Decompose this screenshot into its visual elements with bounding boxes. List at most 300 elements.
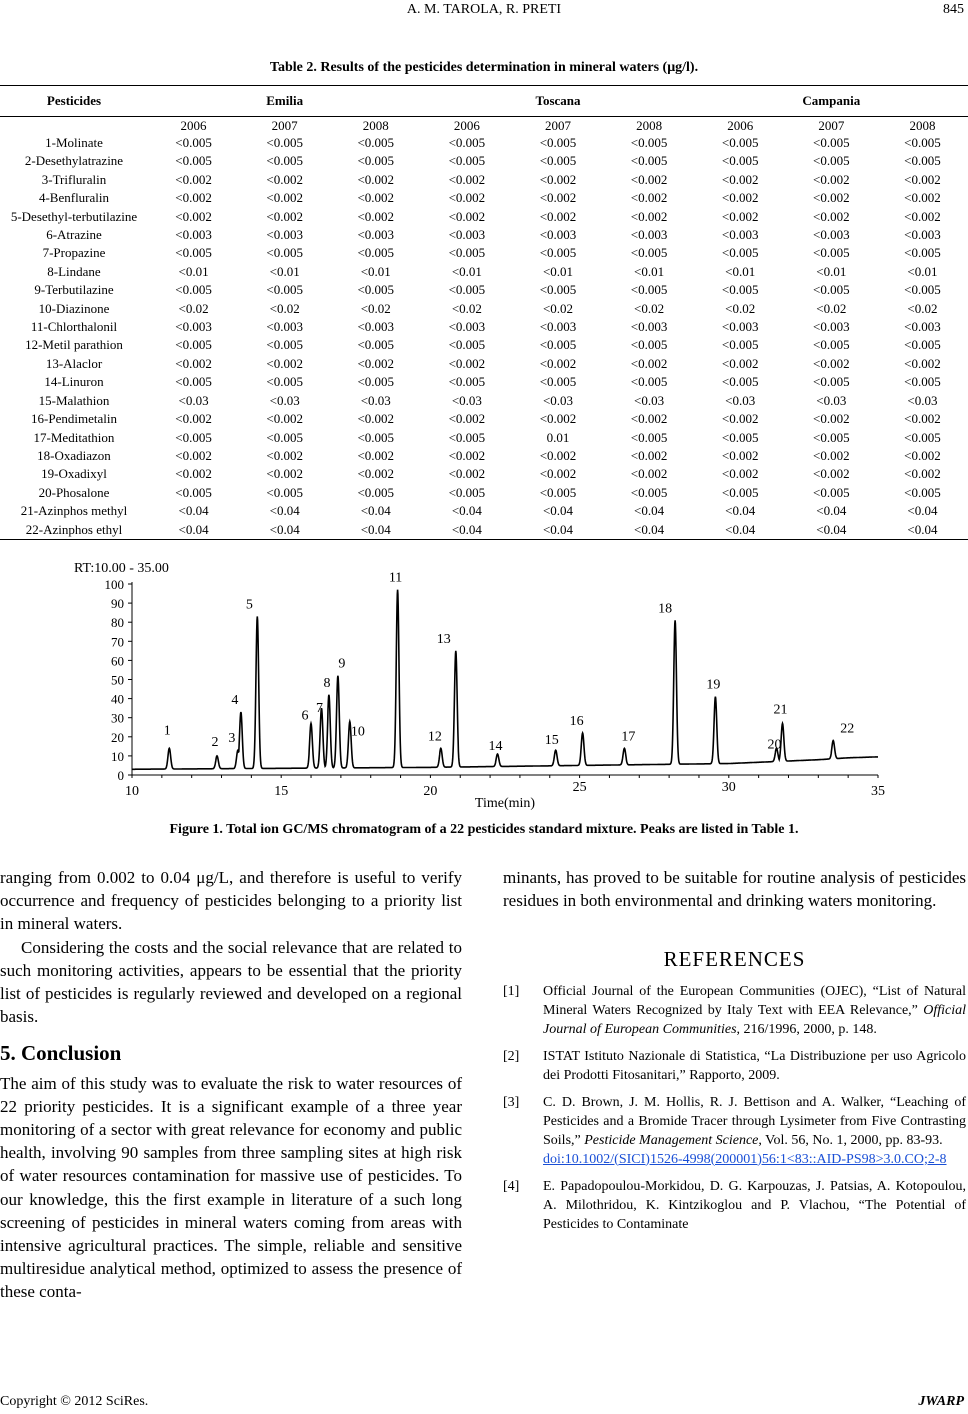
value-cell: <0.04 xyxy=(148,521,239,540)
value-cell: <0.005 xyxy=(630,484,668,500)
value-cell: <0.003 xyxy=(357,227,395,243)
value-cell: <0.005 xyxy=(448,282,486,298)
value-cell: <0.005 xyxy=(266,153,303,169)
reference-body: C. D. Brown, J. M. Hollis, R. J. Bettison and A. Walker, “Leaching of Pesticides and a Bromide Tracer through Lysimeter from Five Contrasting Soils,” xyxy=(543,1094,966,1148)
value-cell: <0.005 xyxy=(813,245,850,261)
value-cell: <0.002 xyxy=(904,447,941,463)
value-cell: <0.005 xyxy=(721,245,759,261)
value-cell: <0.002 xyxy=(813,355,850,371)
value-cell: <0.003 xyxy=(630,227,668,243)
value-cell: <0.005 xyxy=(266,484,303,500)
value-cell: <0.03 xyxy=(907,392,938,408)
chart-title: RT:10.00 - 35.00 xyxy=(74,561,169,576)
value-cell: <0.002 xyxy=(448,447,486,463)
value-cell: <0.002 xyxy=(448,466,486,482)
value-cell: <0.005 xyxy=(630,282,668,298)
value-cell: <0.01 xyxy=(634,263,665,279)
value-cell: <0.005 xyxy=(266,429,303,445)
value-cell: <0.005 xyxy=(721,153,759,169)
figure-caption: Figure 1. Total ion GC/MS chromatogram of a 22 pesticides standard mixture. Peaks are listed in Table 1. xyxy=(169,822,799,837)
year-cell: 2008 xyxy=(636,118,663,133)
value-cell: <0.002 xyxy=(175,171,212,187)
value-cell: <0.04 xyxy=(816,503,847,519)
value-cell: <0.04 xyxy=(330,521,421,540)
value-cell: <0.005 xyxy=(539,245,577,261)
peak-label: 17 xyxy=(621,729,636,745)
value-cell: <0.005 xyxy=(630,135,668,150)
value-cell: <0.005 xyxy=(539,135,577,150)
reference-text xyxy=(543,1047,966,1085)
value-cell: <0.003 xyxy=(266,227,303,243)
value-cell: <0.005 xyxy=(904,245,941,261)
peak-label: 19 xyxy=(706,677,721,693)
value-cell: <0.04 xyxy=(634,503,665,519)
value-cell: <0.01 xyxy=(269,263,300,279)
pesticide-name: 2-Desethylatrazine xyxy=(24,153,124,169)
value-cell: <0.002 xyxy=(175,355,212,371)
reference-number: [1] xyxy=(503,983,520,999)
x-tick-label: 15 xyxy=(274,784,289,799)
reference-item xyxy=(503,982,966,1039)
right-column xyxy=(503,866,966,1242)
peak-label: 10 xyxy=(350,724,365,740)
value-cell: <0.005 xyxy=(539,484,577,500)
value-cell: <0.04 xyxy=(178,503,209,519)
value-cell: <0.002 xyxy=(539,190,577,206)
pesticide-name: 22-Azinphos ethyl xyxy=(0,521,148,540)
value-cell: <0.002 xyxy=(266,466,303,482)
table-row xyxy=(0,521,968,540)
peak-label: 12 xyxy=(427,729,442,745)
x-axis-label: Time(min) xyxy=(474,796,536,811)
value-cell: <0.003 xyxy=(813,319,850,335)
value-cell: <0.002 xyxy=(630,190,668,206)
peak-label: 8 xyxy=(323,675,331,691)
value-cell: <0.003 xyxy=(721,227,759,243)
pesticide-name: 15-Malathion xyxy=(38,392,110,408)
value-cell: <0.002 xyxy=(266,355,303,371)
pesticide-name: 5-Desethyl-terbutilazine xyxy=(10,208,138,224)
value-cell: <0.002 xyxy=(175,411,212,427)
value-cell: <0.002 xyxy=(175,190,212,206)
x-tick-label: 10 xyxy=(125,784,139,799)
value-cell: <0.002 xyxy=(357,447,395,463)
table-row xyxy=(0,429,968,447)
value-cell: <0.005 xyxy=(266,245,303,261)
paragraph-1: ranging from 0.002 to 0.04 μg/L, and therefore is useful to verify occurrence and frequency of pesticides belonging to a priority list in mineral waters. xyxy=(0,868,462,934)
pesticide-name: 13-Alaclor xyxy=(45,355,103,371)
value-cell: <0.04 xyxy=(604,521,695,540)
value-cell: <0.003 xyxy=(721,319,759,335)
value-cell: <0.005 xyxy=(904,374,941,390)
value-cell: <0.005 xyxy=(813,484,850,500)
peak-label: 13 xyxy=(436,631,451,647)
value-cell: <0.005 xyxy=(813,374,850,390)
value-cell: <0.02 xyxy=(178,300,209,316)
value-cell: <0.03 xyxy=(634,392,665,408)
reference-body: ISTAT Istituto Nazionale di Statistica, “La Distribuzione per uso Agricolo dei Prodotti Fitosanitari,” Rapporto, 2009. xyxy=(543,1048,966,1083)
value-cell: <0.005 xyxy=(539,282,577,298)
year-cell: 2006 xyxy=(180,118,207,133)
value-cell: <0.003 xyxy=(266,319,303,335)
year-cell: 2008 xyxy=(362,118,389,133)
value-cell: <0.002 xyxy=(721,466,759,482)
peak-label: 1 xyxy=(163,723,171,739)
pesticide-name: 4-Benfluralin xyxy=(38,190,110,206)
value-cell: <0.005 xyxy=(175,429,212,445)
value-cell: <0.005 xyxy=(266,282,303,298)
y-tick-label: 0 xyxy=(117,768,124,783)
peak-label: 3 xyxy=(228,731,236,747)
value-cell: <0.005 xyxy=(448,484,486,500)
table-row xyxy=(0,502,968,520)
header-pesticides: Pesticides xyxy=(0,86,148,117)
value-cell: <0.002 xyxy=(266,171,303,187)
value-cell: <0.01 xyxy=(907,263,938,279)
value-cell: <0.002 xyxy=(904,190,941,206)
value-cell: <0.003 xyxy=(904,227,941,243)
value-cell: <0.005 xyxy=(904,282,941,298)
value-cell: <0.002 xyxy=(630,171,668,187)
value-cell: <0.005 xyxy=(357,153,395,169)
value-cell: <0.002 xyxy=(630,447,668,463)
y-tick-label: 100 xyxy=(104,577,124,592)
value-cell: <0.002 xyxy=(539,208,577,224)
reference-list xyxy=(503,982,966,1234)
pesticide-name: 10-Diazinone xyxy=(38,300,110,316)
value-cell: <0.005 xyxy=(357,374,395,390)
pesticide-name: 8-Lindane xyxy=(47,263,101,279)
year-cell: 2007 xyxy=(271,118,298,133)
reference-rest: , 216/1996, 2000, p. 148. xyxy=(736,1021,877,1037)
value-cell: <0.002 xyxy=(539,355,577,371)
value-cell: <0.002 xyxy=(813,190,850,206)
value-cell: <0.002 xyxy=(448,190,486,206)
value-cell: <0.005 xyxy=(904,484,941,500)
value-cell: <0.003 xyxy=(448,227,486,243)
value-cell: <0.003 xyxy=(904,319,941,335)
pesticide-name: 14-Linuron xyxy=(44,374,104,390)
peak-label: 6 xyxy=(301,708,309,724)
table-row xyxy=(0,465,968,483)
value-cell: <0.005 xyxy=(904,337,941,353)
x-tick-label: 25 xyxy=(572,780,587,795)
year-cell: 2007 xyxy=(818,118,845,133)
value-cell: <0.002 xyxy=(266,411,303,427)
peak-label: 14 xyxy=(488,738,503,754)
table-row xyxy=(0,226,968,244)
pesticide-name: 7-Propazine xyxy=(42,245,106,261)
value-cell: <0.003 xyxy=(813,227,850,243)
value-cell: <0.01 xyxy=(542,263,574,279)
reference-doi-link[interactable]: doi:10.1002/(SICI)1526-4998(200001)56:1<83::AID-PS98>3.0.CO;2-8 xyxy=(543,1151,947,1167)
value-cell: <0.002 xyxy=(266,208,303,224)
header-emilia: Emilia xyxy=(148,86,421,117)
value-cell: <0.03 xyxy=(360,392,391,408)
results-table xyxy=(0,85,968,540)
pesticide-name: 12-Metil parathion xyxy=(25,337,123,353)
value-cell: <0.005 xyxy=(721,429,759,445)
value-cell: <0.04 xyxy=(512,521,603,540)
value-cell: <0.002 xyxy=(904,411,941,427)
value-cell: <0.002 xyxy=(357,466,395,482)
x-tick-label: 20 xyxy=(423,784,438,799)
peak-label: 4 xyxy=(231,692,239,708)
paragraph-3: The aim of this study was to evaluate the risk to water resources of 22 priority pesticides. It is a significant example of a three year monitoring of a sector with great relevance for economy and public health, involving 90 samples from three sampling sites at high risk of water resources contamination for massive use of pesticides. To our knowledge, this the first example in literature of a such long screening of pesticides in mineral waters coming from areas with intensive agricultural practices. The simple, reliable and sensitive multiresidue analytical method, optimized to assess the presence of these conta- xyxy=(0,1073,462,1302)
value-cell: <0.005 xyxy=(813,282,850,298)
value-cell: <0.003 xyxy=(357,319,395,335)
value-cell: <0.003 xyxy=(175,227,212,243)
pesticide-name: 18-Oxadiazon xyxy=(37,447,111,463)
value-cell: <0.003 xyxy=(175,319,212,335)
value-cell: <0.005 xyxy=(630,337,668,353)
value-cell: <0.002 xyxy=(266,190,303,206)
reference-text xyxy=(543,982,966,1039)
value-cell: <0.02 xyxy=(542,300,574,316)
table-row xyxy=(0,447,968,465)
value-cell: <0.002 xyxy=(448,208,486,224)
value-cell: <0.005 xyxy=(904,135,941,150)
value-cell: <0.003 xyxy=(539,227,577,243)
y-tick-label: 10 xyxy=(111,748,124,764)
value-cell: <0.005 xyxy=(813,337,850,353)
value-cell: <0.04 xyxy=(907,503,938,519)
x-tick-label: 35 xyxy=(871,784,885,799)
value-cell: <0.005 xyxy=(448,153,486,169)
value-cell: <0.002 xyxy=(630,208,668,224)
value-cell: <0.002 xyxy=(539,171,577,187)
table-row xyxy=(0,244,968,262)
y-tick-label: 20 xyxy=(111,729,124,745)
reference-journal: Official Journal of European Communities xyxy=(543,1002,967,1037)
reference-item xyxy=(503,1047,966,1085)
chromatogram-trace xyxy=(132,590,878,770)
reference-text xyxy=(543,1177,966,1234)
value-cell: <0.005 xyxy=(630,153,668,169)
value-cell: <0.005 xyxy=(813,429,850,445)
value-cell: <0.005 xyxy=(175,374,212,390)
value-cell: <0.04 xyxy=(695,521,786,540)
table-body xyxy=(0,117,968,540)
value-cell: <0.002 xyxy=(539,411,577,427)
value-cell: <0.005 xyxy=(721,374,759,390)
value-cell: <0.04 xyxy=(542,503,574,519)
value-cell: <0.005 xyxy=(175,153,212,169)
table-header-row xyxy=(0,86,968,117)
paragraph-4: minants, has proved to be suitable for routine analysis of pesticides residues in both environmental and drinking waters monitoring. xyxy=(503,868,966,911)
paragraph-2: Considering the costs and the social relevance that are related to such monitoring activities, appears to be essential that the priority list of pesticides is regularly reviewed and developed on a regional basis. xyxy=(0,937,462,1027)
peak-label: 7 xyxy=(315,701,323,717)
pesticide-name: 11-Chlorthalonil xyxy=(30,319,118,335)
reference-text xyxy=(543,1093,966,1169)
header-toscana: Toscana xyxy=(421,86,694,117)
value-cell: <0.002 xyxy=(904,208,941,224)
reference-number: [4] xyxy=(503,1178,520,1194)
reference-rest: , Vol. 56, No. 1, 2000, pp. 83-93. xyxy=(758,1132,943,1148)
y-tick-label: 90 xyxy=(111,596,124,612)
value-cell: <0.005 xyxy=(721,337,759,353)
value-cell: <0.003 xyxy=(539,319,577,335)
year-cell: 2006 xyxy=(453,118,480,133)
value-cell: <0.002 xyxy=(721,208,759,224)
value-cell: <0.005 xyxy=(448,135,486,150)
value-cell: <0.005 xyxy=(813,135,850,150)
value-cell: <0.005 xyxy=(266,135,303,150)
footer-journal: JWARP xyxy=(918,1394,964,1409)
value-cell: <0.002 xyxy=(630,355,668,371)
y-tick-label: 80 xyxy=(111,615,124,631)
peak-label: 20 xyxy=(767,737,782,753)
value-cell: <0.02 xyxy=(451,300,482,316)
value-cell: <0.02 xyxy=(725,300,756,316)
pesticide-name: 19-Oxadixyl xyxy=(41,466,107,482)
y-tick-label: 30 xyxy=(111,710,124,726)
value-cell: <0.002 xyxy=(904,355,941,371)
table-row xyxy=(0,484,968,502)
reference-item xyxy=(503,1093,966,1169)
value-cell: 0.01 xyxy=(546,429,570,445)
table-row xyxy=(0,189,968,207)
value-cell: <0.005 xyxy=(630,374,668,390)
table-row xyxy=(0,410,968,428)
value-cell: <0.02 xyxy=(360,300,391,316)
reference-journal: Pesticide Management Science xyxy=(584,1132,759,1148)
pesticide-name: 3-Trifluralin xyxy=(41,171,107,187)
table-row xyxy=(0,171,968,189)
value-cell: <0.005 xyxy=(630,429,668,445)
value-cell: <0.005 xyxy=(539,337,577,353)
footer-copyright: Copyright © 2012 SciRes. xyxy=(0,1394,149,1409)
value-cell: <0.02 xyxy=(634,300,665,316)
peak-label: 5 xyxy=(245,597,253,613)
years-row xyxy=(0,117,968,135)
value-cell: <0.005 xyxy=(357,337,395,353)
peak-label: 15 xyxy=(544,733,559,749)
value-cell: <0.005 xyxy=(357,245,395,261)
value-cell: <0.002 xyxy=(448,411,486,427)
value-cell: <0.01 xyxy=(816,263,847,279)
pesticide-name: 16-Pendimetalin xyxy=(31,411,117,427)
reference-number: [2] xyxy=(503,1048,520,1064)
value-cell: <0.002 xyxy=(904,466,941,482)
value-cell: <0.002 xyxy=(721,411,759,427)
table-row xyxy=(0,336,968,354)
value-cell: <0.005 xyxy=(904,153,941,169)
value-cell: <0.002 xyxy=(357,355,395,371)
value-cell: <0.02 xyxy=(907,300,938,316)
value-cell: <0.02 xyxy=(816,300,847,316)
pesticide-name: 21-Azinphos methyl xyxy=(20,503,128,519)
table-row xyxy=(0,152,968,170)
value-cell: <0.005 xyxy=(448,337,486,353)
table-row xyxy=(0,263,968,281)
peak-label: 18 xyxy=(658,601,673,617)
value-cell: <0.002 xyxy=(448,355,486,371)
value-cell: <0.005 xyxy=(721,135,759,150)
value-cell: <0.002 xyxy=(357,411,395,427)
pesticide-name: 6-Atrazine xyxy=(46,227,102,243)
value-cell: <0.005 xyxy=(175,282,212,298)
value-cell: <0.005 xyxy=(721,282,759,298)
chromatogram-chart xyxy=(60,556,920,818)
value-cell: <0.005 xyxy=(357,135,395,150)
header-campania: Campania xyxy=(695,86,968,117)
value-cell: <0.005 xyxy=(448,245,486,261)
value-cell: <0.002 xyxy=(175,447,212,463)
value-cell: <0.005 xyxy=(539,153,577,169)
value-cell: <0.002 xyxy=(357,171,395,187)
value-cell: <0.02 xyxy=(269,300,300,316)
reference-body: E. Papadopoulou-Morkidou, D. G. Karpouzas, J. Patsias, A. Kotopoulou, A. Milothridou, K. Kintzikoglou and P. Vlachou, “The Potential of Pesticides to Contaminate xyxy=(543,1178,966,1232)
table-row xyxy=(0,318,968,336)
value-cell: <0.002 xyxy=(630,411,668,427)
value-cell: <0.002 xyxy=(721,190,759,206)
value-cell: <0.002 xyxy=(357,208,395,224)
value-cell: <0.002 xyxy=(357,190,395,206)
value-cell: <0.03 xyxy=(178,392,209,408)
value-cell: <0.005 xyxy=(175,245,212,261)
value-cell: <0.005 xyxy=(357,484,395,500)
peak-label: 22 xyxy=(840,721,855,737)
reference-number: [3] xyxy=(503,1094,520,1110)
value-cell: <0.01 xyxy=(451,263,482,279)
value-cell: <0.002 xyxy=(813,466,850,482)
value-cell: <0.03 xyxy=(451,392,482,408)
table-row xyxy=(0,392,968,410)
table-row xyxy=(0,281,968,299)
table-row xyxy=(0,134,968,152)
value-cell: <0.005 xyxy=(904,429,941,445)
section-title-conclusion: 5. Conclusion xyxy=(0,1041,122,1066)
value-cell: <0.01 xyxy=(725,263,756,279)
running-head xyxy=(0,2,968,22)
value-cell: <0.03 xyxy=(269,392,300,408)
value-cell: <0.002 xyxy=(904,171,941,187)
value-cell: <0.002 xyxy=(175,466,212,482)
value-cell: <0.005 xyxy=(357,282,395,298)
reference-item xyxy=(503,1177,966,1234)
value-cell: <0.04 xyxy=(360,503,391,519)
y-tick-label: 70 xyxy=(111,634,124,650)
value-cell: <0.005 xyxy=(175,484,212,500)
pesticide-name: 9-Terbutilazine xyxy=(34,282,114,298)
value-cell: <0.01 xyxy=(178,263,209,279)
value-cell: <0.002 xyxy=(721,171,759,187)
running-head-authors: A. M. TAROLA, R. PRETI xyxy=(406,2,562,17)
value-cell: <0.005 xyxy=(630,245,668,261)
value-cell: <0.04 xyxy=(239,521,330,540)
value-cell: <0.005 xyxy=(448,374,486,390)
value-cell: <0.002 xyxy=(448,171,486,187)
value-cell: <0.04 xyxy=(451,503,482,519)
page-number: 845 xyxy=(943,2,964,17)
reference-body: Official Journal of the European Communities (OJEC), “List of Natural Mineral Waters Recognized by Italy Text with EEA Relevance,” xyxy=(543,983,966,1018)
peak-label: 2 xyxy=(211,734,219,750)
value-cell: <0.002 xyxy=(175,208,212,224)
value-cell: <0.01 xyxy=(360,263,391,279)
pesticide-name: 17-Meditathion xyxy=(33,429,115,445)
years-row-blank xyxy=(0,117,148,135)
value-cell: <0.005 xyxy=(539,374,577,390)
value-cell: <0.002 xyxy=(813,447,850,463)
value-cell: <0.002 xyxy=(721,447,759,463)
value-cell: <0.002 xyxy=(630,466,668,482)
value-cell: <0.005 xyxy=(175,135,212,150)
y-tick-label: 60 xyxy=(111,653,124,669)
value-cell: <0.005 xyxy=(266,374,303,390)
value-cell: <0.002 xyxy=(813,208,850,224)
table-row xyxy=(0,300,968,318)
